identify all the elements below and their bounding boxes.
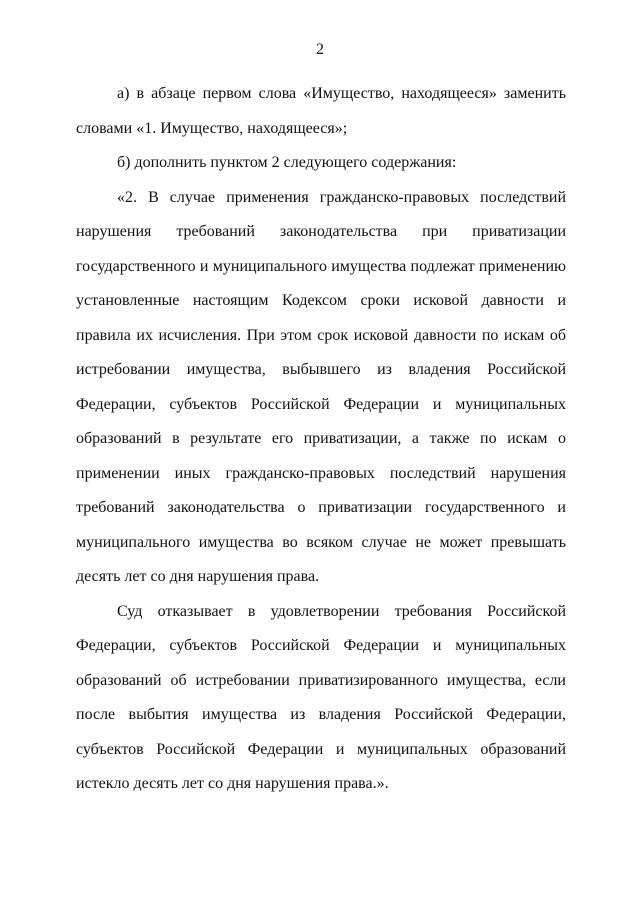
paragraph-clause-2: «2. В случае применения гражданско-правовых последствий нарушения требований законодательства при приватизации государственного и муниципального имущества подлежат применению установленные настоящим Кодексом сроки исковой давности и правила их исчисления. При этом срок исковой давности по искам об истребовании имущества, выбывшего из владения Российской Федерации, субъектов Российской Федерации и муниципальных образований в результате его приватизации, а также по искам о применении иных гражданско-правовых последствий нарушения требований законодательства о приватизации государственного и муниципального имущества во всяком случае не может превышать десять лет со дня нарушения права. [76,188,566,585]
paragraph-court-refusal: Суд отказывает в удовлетворении требования Российской Федерации, субъектов Российской Федерации и муниципальных образований об истребовании приватизированного имущества, если после выбытия имущества из владения Российской Федерации, субъектов Российской Федерации и муниципальных образований истекло десять лет со дня нарушения права.». [76,602,566,792]
document-body [76,77,566,802]
paragraph-amendment-b: б) дополнить пунктом 2 следующего содержания: [117,154,457,171]
page-number: 2 [316,41,324,58]
paragraph-amendment-a: а) в абзаце первом слова «Имущество, находящееся» заменить словами «1. Имущество, находящееся»; [76,85,566,137]
